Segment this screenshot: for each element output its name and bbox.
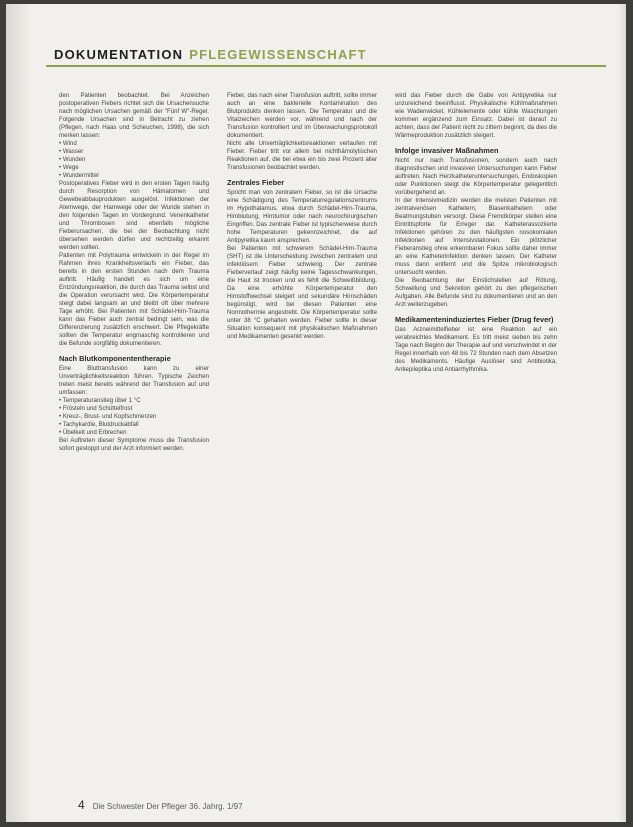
paragraph: Spricht man von zentralem Fieber, so ist die Ursache eine Schädigung des Temperaturregulationszentrums im Hypothalamus, etwa durch Schädel-Hirn-Trauma, Hirnblutung, Hirntumor oder nach neurochirurgischen Eingriffen. Das zentrale Fieber ist typischerweise durch hohe Temperaturen gekennzeichnet, die auf Antipyretika kaum ansprechen. [227,189,377,244]
list-item: • Temperaturanstieg über 1 °C [59,397,141,404]
paragraph: Fieber, das nach einer Transfusion auftritt, sollte immer auch an eine bakterielle Kontamination des Blutprodukts denken lassen. Die Temperatur und die Vitalzeichen werden vor, während und nach der Transfusion kontrolliert und im Überwachungsprotokoll dokumentiert. [227,92,377,139]
paragraph: Postoperatives Fieber wird in den ersten Tagen häufig durch Resorption von Hämatomen und Gewebeabbauprodukten ausgelöst. Infektionen der Atemwege, der Harnwege oder der Wunde stehen in den folgenden Tagen im Vordergrund. Venenkatheter und Thrombosen sind ebenfalls mögliche Fieberursachen, die bei der Beobachtung nicht übersehen werden dürfen und rechtzeitig erkannt werden sollten. [59,180,209,251]
list-item: • Wunden [59,156,86,163]
page-number: 4 [78,798,85,812]
section-title-part1: DOKUMENTATION [54,47,184,62]
paragraph: Eine Bluttransfusion kann zu einer Unverträglichkeitsreaktion führen. Typische Zeichen treten meist bereits während der Transfusion auf und umfassen: [59,365,209,396]
list-item: • Kreuz-, Brust- und Kopfschmerzen [59,413,157,420]
list-item: • Tachykardie, Blutdruckabfall [59,421,139,428]
subheading: Zentrales Fieber [227,178,285,187]
paragraph: Das Arzneimittelfieber ist eine Reaktion auf ein verabreichtes Medikament. Es tritt meist sieben bis zehn Tage nach Beginn der Therapie auf und verschwindet in der Regel innerhalb von 48 bis 72 Stunden nach dem Absetzen des Medikaments. Häufige Auslöser sind Antibiotika, Antiepileptika und Antiarrhythmika. [395,326,557,373]
list-item: • Wege [59,164,79,171]
list-item: • Wasser [59,148,84,155]
subheading: Medikamenteninduziertes Fieber (Drug fever) [395,315,554,324]
paragraph: Die Beobachtung der Einstichstellen auf Rötung, Schwellung und Sekretion gehört zu den pflegerischen Aufgaben. Alle Befunde sind zu dokumentieren und an den Arzt weiterzugeben. [395,277,557,308]
page-footer [78,798,243,812]
subheading: Nach Blutkomponententherapie [59,354,171,363]
paragraph: Nicht nur nach Transfusionen, sondern auch nach diagnostischen und invasiven Untersuchungen kann Fieber auftreten. Nach Herzkatheteruntersuchungen, Endoskopien oder Punktionen steigt die Körpertemperatur gelegentlich vorübergehend an. [395,157,557,196]
journal-reference: Die Schwester Der Pfleger 36. Jahrg. 1/97 [92,802,243,811]
paragraph: In der Intensivmedizin werden die meisten Patienten mit zentralvenösen Kathetern, Blasenkathetern oder Beatmungstuben versorgt. Diese Fremdkörper stellen eine Eintrittspforte für Erreger dar. Katheterassoziierte Infektionen gehören zu den häufigsten nosokomialen Infektionen auf Intensivstationen. Ein plötzlicher Fieberanstieg ohne erkennbaren Fokus sollte daher immer an eine Katheterinfektion denken lassen. Der Katheter muss dann entfernt und die Spitze mikrobiologisch untersucht werden. [395,197,557,276]
column-2 [227,92,377,341]
header-rule [46,65,606,67]
list-item: • Wind [59,140,77,147]
section-title-part2: PFLEGEWISSENSCHAFT [189,47,367,62]
list-item: • Wundermittel [59,172,99,179]
paragraph: Bei Auftreten dieser Symptome muss die Transfusion sofort gestoppt und der Arzt informiert werden. [59,437,209,452]
paragraph: Patienten mit Polytrauma entwickeln in der Regel im Rahmen ihres Krankheitsverlaufs ein Fieber, das bereits in den ersten Stunden nach dem Trauma auftritt. Häufig handelt es sich um eine Entzündungsreaktion, die durch das Trauma selbst und die Operation verursacht wird. Die Körpertemperatur steigt dabei langsam an und bleibt oft über mehrere Tage erhöht. Bei Patienten mit Schädel-Hirn-Trauma kann das Fieber auch zentral bedingt sein, was die Differenzierung zusätzlich erschwert. Die Pflegekräfte sollten die Temperatur engmaschig kontrollieren und die Befunde sorgfältig dokumentieren. [59,252,209,347]
subheading: Infolge invasiver Maßnahmen [395,146,499,155]
page-edge-shadow [618,4,626,822]
section-title [54,47,367,62]
paragraph: wird das Fieber durch die Gabe von Antipyretika nur unzureichend beeinflusst. Physikalische Kühlmaßnahmen wie Wadenwickel, Kühlelemente oder kühle Waschungen kommen ergänzend zum Einsatz. Dabei ist darauf zu achten, dass der Patient nicht zu zittern beginnt, da dies die Wärmeproduktion zusätzlich steigert. [395,92,557,139]
column-1 [59,92,209,453]
list-item: • Frösteln und Schüttelfrost [59,405,133,412]
scanned-page [6,4,626,822]
paragraph: Bei Patienten mit schwerem Schädel-Hirn-Trauma (SHT) ist die Unterscheidung zwischen zentralem und infektiösem Fieber schwierig. Der zentrale Fieberverlauf zeigt häufig keine Tagesschwankungen, die Haut ist trocken und es fehlt die Schweißbildung. Da eine erhöhte Körpertemperatur den Hirnstoffwechsel steigert und sekundäre Hirnschäden begünstigt, wird bei diesen Patienten eine Normothermie angestrebt. Die Körpertemperatur sollte unter 38 °C gehalten werden. Fieber sollte in dieser Situation konsequent mit physikalischen Maßnahmen und Medikamenten gesenkt werden. [227,245,377,340]
paragraph: den Patienten beobachtet. Bei Anzeichen postoperativen Fiebers richtet sich die Ursachensuche nach möglichen Ursachen gemäß der "Fünf W"-Regel. Folgende Ursachen sind in Betracht zu ziehen (Pflegen, nach Haas und Scheuchen, 1998), die sich merken lassen: [59,92,209,139]
list-item: • Übelkeit und Erbrechen [59,429,127,436]
column-3 [395,92,557,374]
page-gutter-shadow [6,4,30,822]
section-header [46,44,606,64]
paragraph: Nicht alle Unverträglichkeitsreaktionen verlaufen mit Fieber. Fieber tritt vor allem bei nichthämolytischen Reaktionen auf, die bei etwa ein bis zwei Prozent aller Transfusionen beobachtet werden. [227,140,377,171]
